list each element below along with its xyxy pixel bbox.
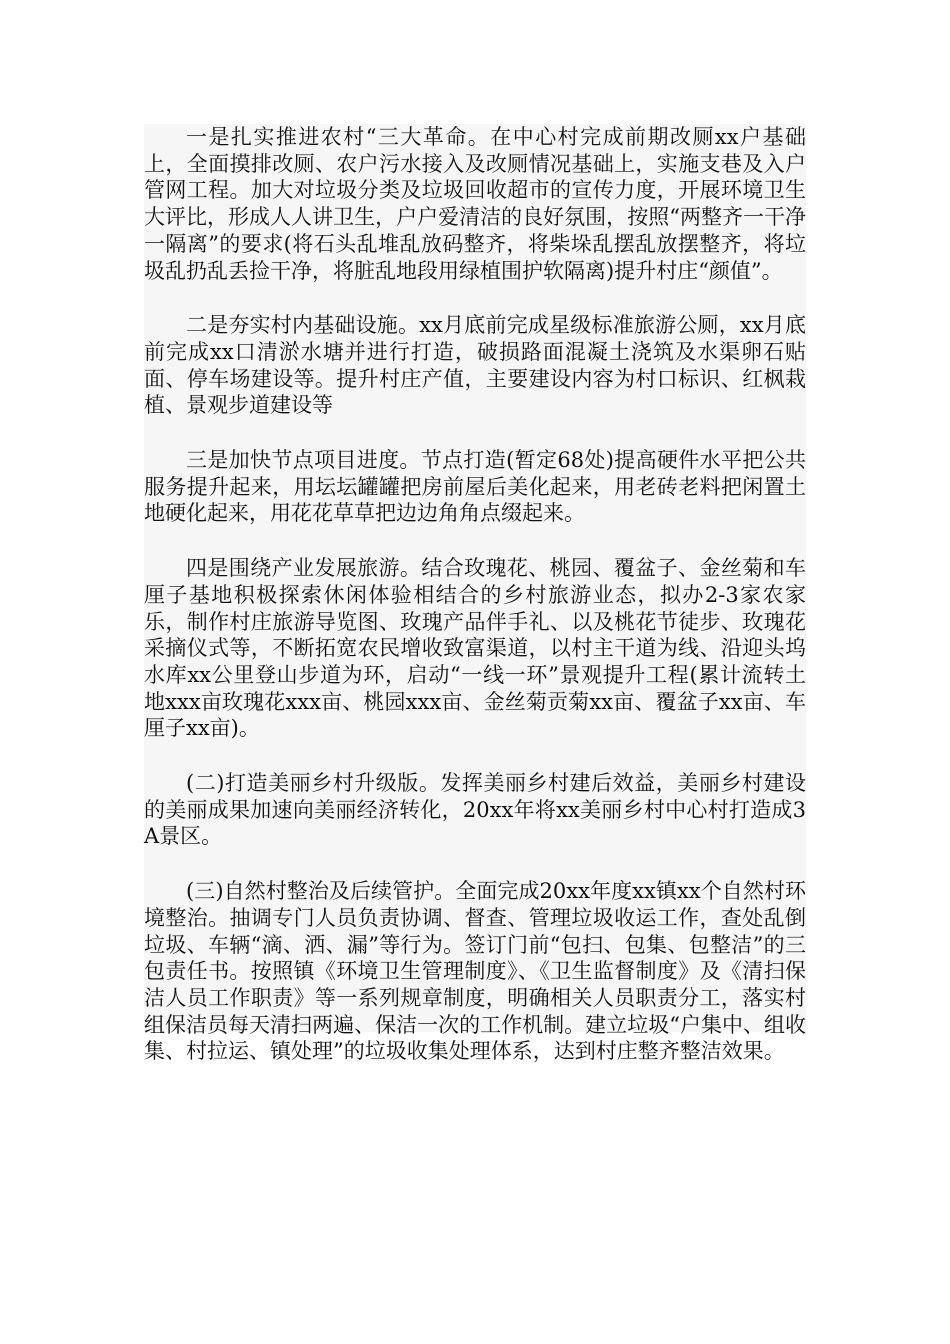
paragraph-node-projects: 三是加快节点项目进度。节点打造(暂定68处)提高硬件水平把公共服务提升起来，用坛坛罐罐把房前屋后美化起来，用老砖老料把闲置土地硬化起来，用花花草草把边边角角点缀起来。 [144, 448, 806, 526]
paragraph-industry-tourism: 四是围绕产业发展旅游。结合玫瑰花、桃园、覆盆子、金丝菊和车厘子基地积极探索休闲体验相结合的乡村旅游业态，拟办2-3家农家乐，制作村庄旅游导览图、玫瑰产品伴手礼、以及桃花节徒步、玫瑰花采摘仪式等，不断拓宽农民增收致富渠道，以村主干道为线、沿迎头坞水库xx公里登山步道为环，启动“一线一环”景观提升工程(累计流转土地xxx亩玫瑰花xxx亩、桃园xxx亩、金丝菊贡菊xx亩、覆盆子xx亩、车厘子xx亩)。 [144, 556, 806, 741]
paragraph-beautiful-village-upgrade: (二)打造美丽乡村升级版。发挥美丽乡村建后效益，美丽乡村建设的美丽成果加速向美丽经济转化，20xx年将xx美丽乡村中心村打造成3A景区。 [144, 771, 806, 849]
paragraph-infrastructure: 二是夯实村内基础设施。xx月底前完成星级标准旅游公厕，xx月底前完成xx口清淤水塘并进行打造，破损路面混凝土浇筑及水渠卵石贴面、停车场建设等。提升村庄产值，主要建设内容为村口标识、红枫栽植、景观步道建设等 [144, 313, 806, 418]
document-body [144, 124, 806, 1064]
paragraph-rural-revolution: 一是扎实推进农村“三大革命。在中心村完成前期改厕xx户基础上，全面摸排改厕、农户污水接入及改厕情况基础上，实施支巷及入户管网工程。加大对垃圾分类及垃圾回收超市的宣传力度，开展环境卫生大评比，形成人人讲卫生，户户爱清洁的良好氛围，按照“两整齐一干净一隔离”的要求(将石头乱堆乱放码整齐，将柴垛乱摆乱放摆整齐，将垃圾乱扔乱丢捡干净，将脏乱地段用绿植围护软隔离)提升村庄“颜值”。 [144, 125, 806, 283]
paragraph-village-maintenance: (三)自然村整治及后续管护。全面完成20xx年度xx镇xx个自然村环境整治。抽调专门人员负责协调、督查、管理垃圾收运工作，查处乱倒垃圾、车辆“滴、洒、漏”等行为。签订门前“包扫、包集、包整洁”的三包责任书。按照镇《环境卫生管理制度》、《卫生监督制度》及《清扫保洁人员工作职责》等一系列规章制度，明确相关人员职责分工，落实村组保洁员每天清扫两遍、保洁一次的工作机制。建立垃圾“户集中、组收集、村拉运、镇处理”的垃圾收集处理体系，达到村庄整齐整洁效果。 [144, 879, 806, 1064]
